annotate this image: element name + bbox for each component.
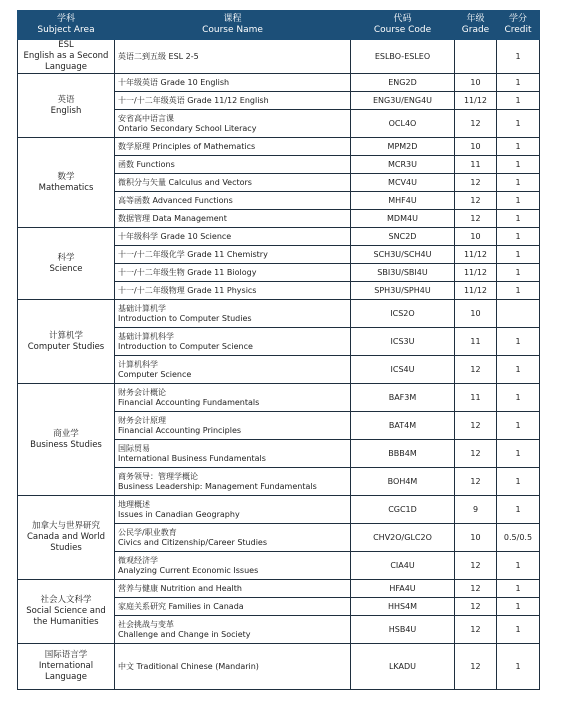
grade-cell: 12 — [455, 192, 497, 210]
grade-cell: 12 — [455, 644, 497, 690]
grade-cell: 11 — [455, 384, 497, 412]
course-code-cell: ICS4U — [351, 356, 455, 384]
credit-cell: 1 — [497, 412, 540, 440]
course-name-cell: 中文 Traditional Chinese (Mandarin) — [115, 644, 351, 690]
credit-cell: 1 — [497, 580, 540, 598]
course-name-cell: 函数 Functions — [115, 156, 351, 174]
table-row — [18, 300, 540, 328]
grade-cell: 12 — [455, 412, 497, 440]
header-course-name: 课程 Course Name — [115, 11, 351, 40]
course-code-cell: SNC2D — [351, 228, 455, 246]
course-code-cell: HHS4M — [351, 598, 455, 616]
grade-cell: 11/12 — [455, 282, 497, 300]
course-code-cell: ESLBO-ESLEO — [351, 40, 455, 74]
grade-cell: 10 — [455, 74, 497, 92]
course-code-cell: SPH3U/SPH4U — [351, 282, 455, 300]
course-code-cell: SBI3U/SBI4U — [351, 264, 455, 282]
credit-cell: 1 — [497, 440, 540, 468]
table-row — [18, 496, 540, 524]
course-name-cell: 英语二到五级 ESL 2-5 — [115, 40, 351, 74]
credit-cell: 1 — [497, 92, 540, 110]
header-credit: 学分 Credit — [497, 11, 540, 40]
course-table-container — [17, 10, 539, 690]
grade-cell: 12 — [455, 210, 497, 228]
course-code-cell: HSB4U — [351, 616, 455, 644]
credit-cell: 1 — [497, 468, 540, 496]
credit-cell: 1 — [497, 616, 540, 644]
course-name-cell: 计算机科学 Computer Science — [115, 356, 351, 384]
table-row — [18, 580, 540, 598]
grade-cell — [455, 40, 497, 74]
credit-cell: 1 — [497, 74, 540, 92]
grade-cell: 12 — [455, 468, 497, 496]
credit-cell: 1 — [497, 552, 540, 580]
course-name-cell: 国际贸易 International Business Fundamentals — [115, 440, 351, 468]
grade-cell: 11/12 — [455, 264, 497, 282]
table-row — [18, 40, 540, 74]
course-name-cell: 微观经济学 Analyzing Current Economic Issues — [115, 552, 351, 580]
course-name-cell: 营养与健康 Nutrition and Health — [115, 580, 351, 598]
credit-cell: 1 — [497, 192, 540, 210]
credit-cell: 1 — [497, 210, 540, 228]
table-row — [18, 384, 540, 412]
course-code-cell: BAF3M — [351, 384, 455, 412]
table-row — [18, 228, 540, 246]
course-name-cell: 基础计算机学 Introduction to Computer Studies — [115, 300, 351, 328]
grade-cell: 12 — [455, 174, 497, 192]
grade-cell: 12 — [455, 356, 497, 384]
course-name-cell: 数学原理 Principles of Mathematics — [115, 138, 351, 156]
course-code-cell: MCR3U — [351, 156, 455, 174]
grade-cell: 11/12 — [455, 246, 497, 264]
course-code-cell: CIA4U — [351, 552, 455, 580]
course-code-cell: ICS2O — [351, 300, 455, 328]
course-name-cell: 十一/十二年级物理 Grade 11 Physics — [115, 282, 351, 300]
grade-cell: 10 — [455, 138, 497, 156]
course-code-cell: MDM4U — [351, 210, 455, 228]
subject-area-cell: 科学 Science — [18, 228, 115, 300]
course-code-cell: SCH3U/SCH4U — [351, 246, 455, 264]
course-name-cell: 财务会计概论 Financial Accounting Fundamentals — [115, 384, 351, 412]
credit-cell: 1 — [497, 328, 540, 356]
credit-cell: 0.5/0.5 — [497, 524, 540, 552]
header-grade: 年级 Grade — [455, 11, 497, 40]
credit-cell: 1 — [497, 156, 540, 174]
course-code-cell: MPM2D — [351, 138, 455, 156]
subject-area-cell: 社会人文科学 Social Science and the Humanities — [18, 580, 115, 644]
subject-area-cell: 加拿大与世界研究 Canada and World Studies — [18, 496, 115, 580]
credit-cell: 1 — [497, 228, 540, 246]
grade-cell: 11 — [455, 328, 497, 356]
course-name-cell: 基础计算机科学 Introduction to Computer Science — [115, 328, 351, 356]
subject-area-cell: 计算机学 Computer Studies — [18, 300, 115, 384]
course-table-body — [18, 40, 540, 690]
table-row — [18, 644, 540, 690]
course-name-cell: 家庭关系研究 Families in Canada — [115, 598, 351, 616]
grade-cell: 10 — [455, 228, 497, 246]
course-name-cell: 十年级科学 Grade 10 Science — [115, 228, 351, 246]
credit-cell: 1 — [497, 496, 540, 524]
course-name-cell: 高等函数 Advanced Functions — [115, 192, 351, 210]
grade-cell: 12 — [455, 616, 497, 644]
course-code-cell: ENG3U/ENG4U — [351, 92, 455, 110]
subject-area-cell: ESL English as a Second Language — [18, 40, 115, 74]
header-course-code: 代码 Course Code — [351, 11, 455, 40]
credit-cell: 1 — [497, 110, 540, 138]
table-row — [18, 74, 540, 92]
grade-cell: 12 — [455, 598, 497, 616]
table-row — [18, 138, 540, 156]
grade-cell: 12 — [455, 580, 497, 598]
subject-area-cell: 商业学 Business Studies — [18, 384, 115, 496]
course-code-cell: MHF4U — [351, 192, 455, 210]
course-code-cell: CHV2O/GLC2O — [351, 524, 455, 552]
course-code-cell: HFA4U — [351, 580, 455, 598]
course-code-cell: BBB4M — [351, 440, 455, 468]
course-name-cell: 十一/十二年级化学 Grade 11 Chemistry — [115, 246, 351, 264]
credit-cell: 1 — [497, 384, 540, 412]
course-name-cell: 数据管理 Data Management — [115, 210, 351, 228]
credit-cell: 1 — [497, 644, 540, 690]
grade-cell: 11/12 — [455, 92, 497, 110]
header-row — [18, 11, 540, 40]
grade-cell: 12 — [455, 552, 497, 580]
course-code-cell: BOH4M — [351, 468, 455, 496]
course-code-cell: ICS3U — [351, 328, 455, 356]
course-name-cell: 安省高中语言课 Ontario Secondary School Literacy — [115, 110, 351, 138]
header-subject-area: 学科 Subject Area — [18, 11, 115, 40]
grade-cell: 12 — [455, 440, 497, 468]
course-name-cell: 社会挑战与变革 Challenge and Change in Society — [115, 616, 351, 644]
course-code-cell: ENG2D — [351, 74, 455, 92]
grade-cell: 11 — [455, 156, 497, 174]
credit-cell: 1 — [497, 282, 540, 300]
course-name-cell: 财务会计原理 Financial Accounting Principles — [115, 412, 351, 440]
course-code-cell: OCL4O — [351, 110, 455, 138]
course-code-cell: BAT4M — [351, 412, 455, 440]
course-name-cell: 十一/十二年级英语 Grade 11/12 English — [115, 92, 351, 110]
credit-cell: 1 — [497, 264, 540, 282]
course-name-cell: 微积分与矢量 Calculus and Vectors — [115, 174, 351, 192]
course-code-cell: MCV4U — [351, 174, 455, 192]
subject-area-cell: 英语 English — [18, 74, 115, 138]
grade-cell: 12 — [455, 110, 497, 138]
course-table — [17, 10, 540, 690]
credit-cell: 1 — [497, 174, 540, 192]
credit-cell: 1 — [497, 138, 540, 156]
credit-cell: 1 — [497, 356, 540, 384]
course-code-cell: LKADU — [351, 644, 455, 690]
credit-cell: 1 — [497, 246, 540, 264]
course-name-cell: 商务领导：管理学概论 Business Leadership: Management Fundamentals — [115, 468, 351, 496]
grade-cell: 10 — [455, 524, 497, 552]
credit-cell: 1 — [497, 40, 540, 74]
subject-area-cell: 国际语言学 International Language — [18, 644, 115, 690]
credit-cell — [497, 300, 540, 328]
grade-cell: 10 — [455, 300, 497, 328]
course-code-cell: CGC1D — [351, 496, 455, 524]
course-name-cell: 公民学/职业教育 Civics and Citizenship/Career Studies — [115, 524, 351, 552]
credit-cell: 1 — [497, 598, 540, 616]
subject-area-cell: 数学 Mathematics — [18, 138, 115, 228]
course-name-cell: 十年级英语 Grade 10 English — [115, 74, 351, 92]
course-name-cell: 地理概述 Issues in Canadian Geography — [115, 496, 351, 524]
course-name-cell: 十一/十二年级生物 Grade 11 Biology — [115, 264, 351, 282]
grade-cell: 9 — [455, 496, 497, 524]
